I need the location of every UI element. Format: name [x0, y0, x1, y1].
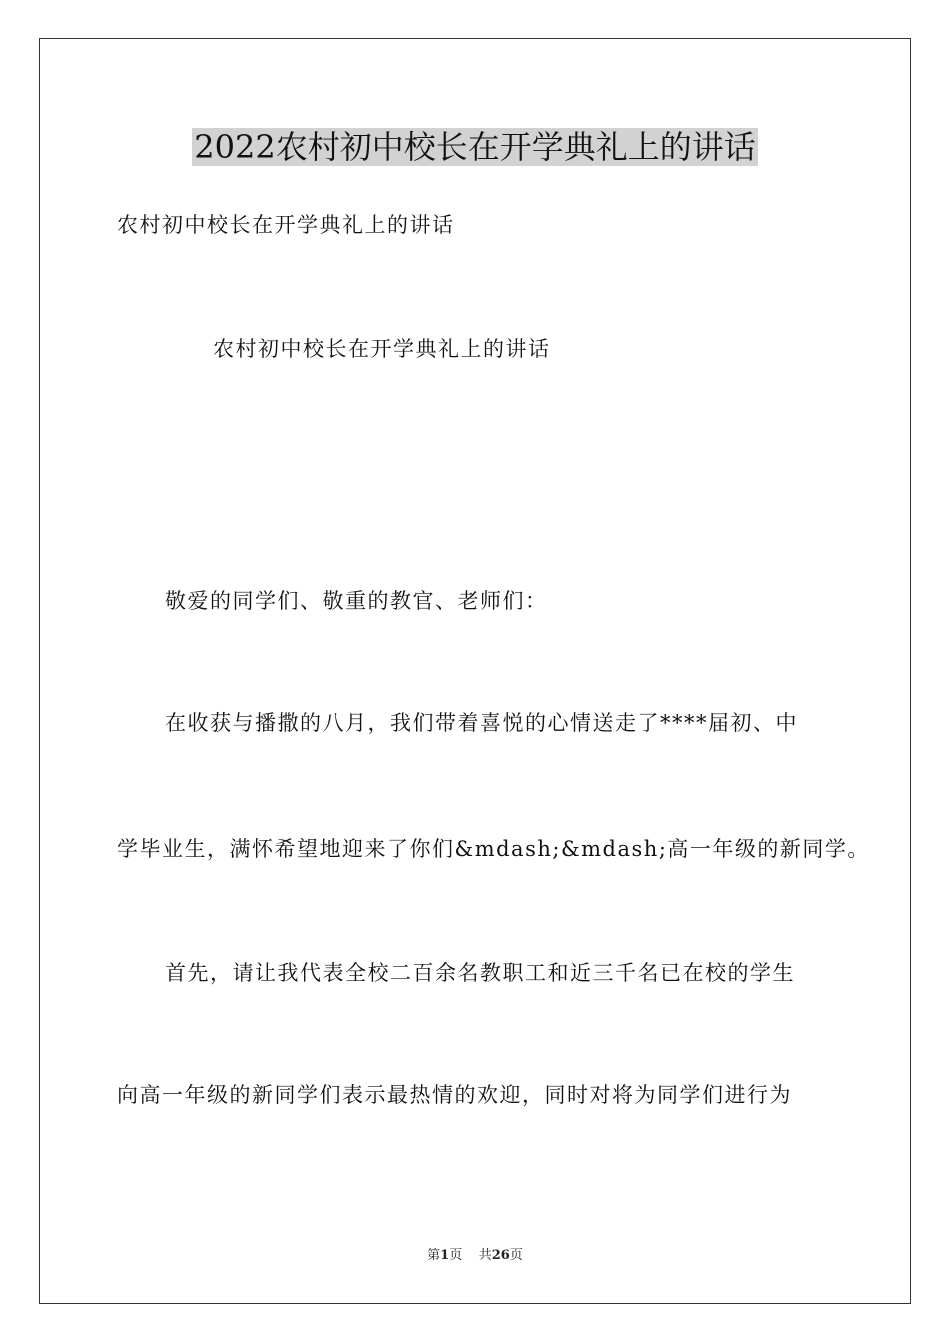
document-subtitle: 农村初中校长在开学典礼上的讲话	[117, 213, 455, 237]
document-title-text: 2022农村初中校长在开学典礼上的讲话	[194, 128, 756, 166]
paragraph-line: 首先，请让我代表全校二百余名教职工和近三千名已在校的学生	[165, 961, 795, 985]
page-footer	[0, 1247, 950, 1265]
indented-title: 农村初中校长在开学典礼上的讲话	[213, 337, 551, 361]
paragraph-line: 向高一年级的新同学们表示最热情的欢迎，同时对将为同学们进行为	[117, 1083, 792, 1107]
page-number: 1	[440, 1248, 450, 1263]
total-suffix: 页	[509, 1248, 523, 1263]
document-title	[0, 127, 950, 167]
page-suffix: 页	[449, 1248, 463, 1263]
total-prefix: 共	[478, 1248, 492, 1263]
paragraph-line: 学毕业生，满怀希望地迎来了你们&mdash;&mdash;高一年级的新同学。	[117, 837, 870, 861]
total-pages: 26	[491, 1248, 510, 1263]
page-prefix: 第	[427, 1248, 441, 1263]
salutation-line: 敬爱的同学们、敬重的教官、老师们：	[165, 589, 548, 613]
paragraph-line: 在收获与播撒的八月，我们带着喜悦的心情送走了****届初、中	[165, 711, 798, 735]
